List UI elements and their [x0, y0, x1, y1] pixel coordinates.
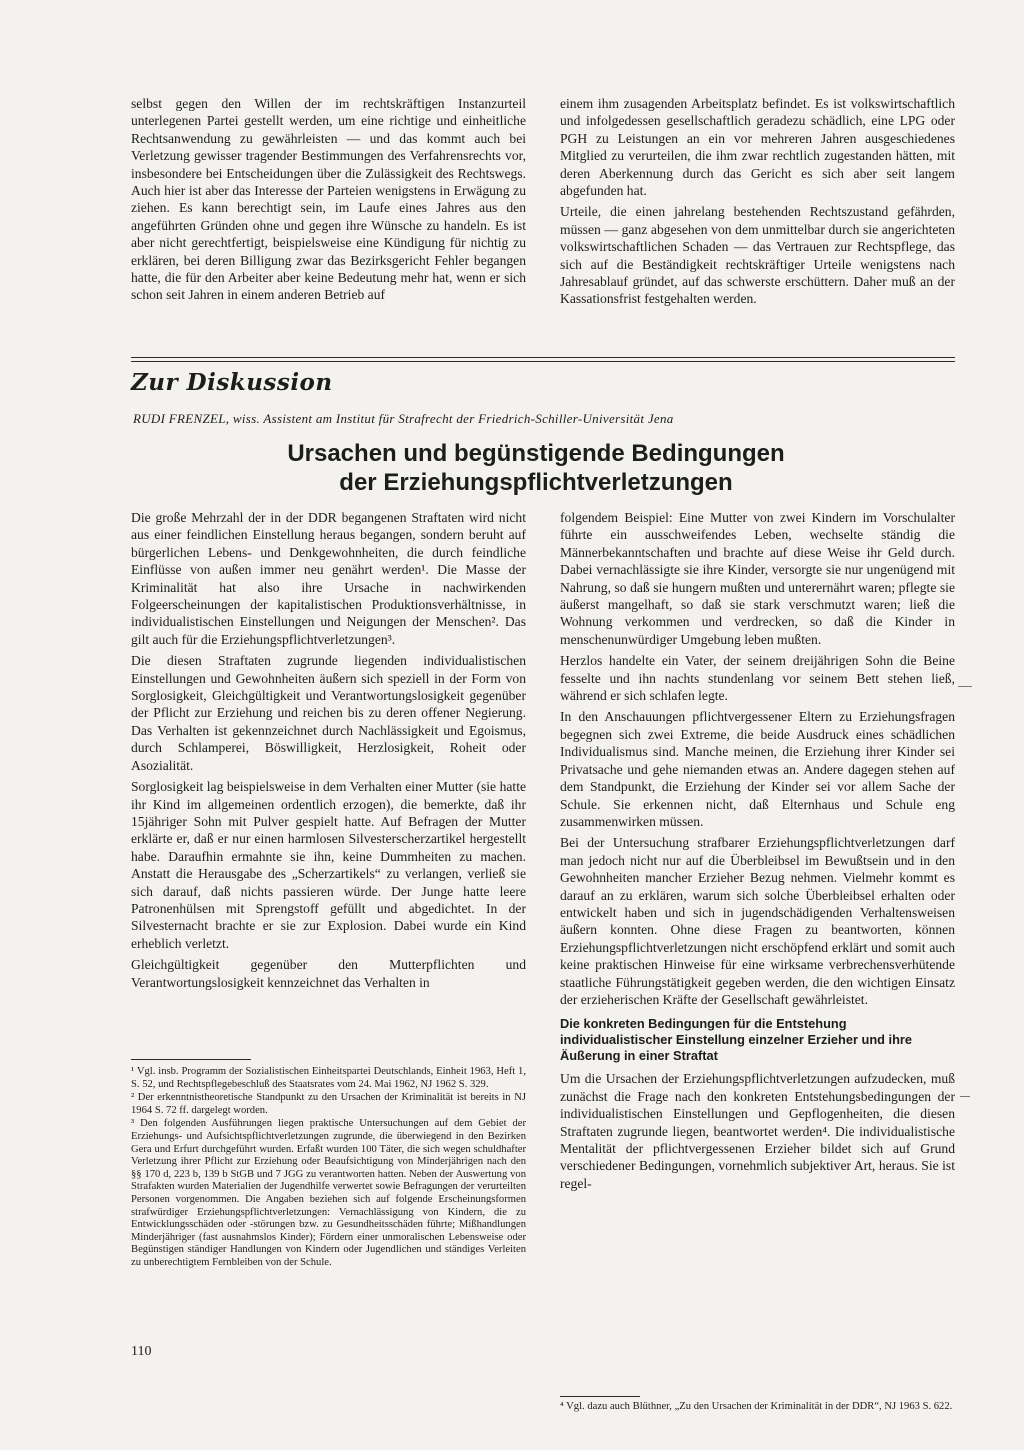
paragraph: Herzlos handelte ein Vater, der seinem dreijährigen Sohn die Beine fesselte und ihn nachts stundenlang vor seinem Bett stehen ließ, während er sich schlafen legte. — [560, 653, 955, 704]
title-line: Ursachen und begünstigende Bedingungen — [287, 440, 785, 467]
paragraph: In den Anschauungen pflichtvergessener Eltern zu Erziehungsfragen begegnen sich zwei Extreme, die beide Ausdruck eines schädlichen Individualismus sind. Manche meinen, die Erziehung ihrer Kinder sei Privatsache und gehe niemanden etwas an. Andere dagegen stehen auf dem Standpunkt, die Erziehung der Kinder sei vor allem Sache der Schule. Sie erkennen nicht, daß Elternhaus und Schule eng zusammenwirken müssen. — [560, 709, 955, 829]
footnote: ¹ Vgl. insb. Programm der Sozialistischen Einheitspartei Deutschlands, Einheit 1963, Heft 1, S. 52, und Rechtspflegebeschluß des Staatsrates vom 24. Mai 1962, NJ 1962 S. 329. — [131, 1066, 526, 1090]
article-left-column — [131, 509, 526, 995]
footnote: ² Der erkenntnistheoretische Standpunkt zu den Ursachen der Kriminalität ist bereits in NJ 1964 S. 72 ff. dargelegt worden. — [131, 1092, 526, 1116]
paragraph: Sorglosigkeit lag beispielsweise in dem Verhalten einer Mutter (sie hatte ihr Kind im allgemeinen ordentlich erzogen), die bemerkte, daß ihr 15jähriger Sohn mit Pulver gespielt hatte. Auf Befragen der Mutter erklärte er, daß er nur einen harmlosen Silvesterscherzartikel hergestellt habe. Daraufhin ermahnte sie ihn, keine Dummheiten zu machen. Anstatt die Herausgabe des „Scherzartikels“ zu verlangen, verließ sie sich darauf, daß nichts passieren würde. Der Junge hatte leere Patronenhülsen mit Sprengstoff gefüllt und abgedichtet. In der Silvesternacht brachte er sie zur Explosion. Dabei wurde ein Kind erheblich verletzt. — [131, 779, 526, 951]
top-right-column — [560, 95, 955, 312]
margin-mark — [960, 1096, 970, 1097]
section-divider — [131, 361, 955, 362]
footnote-divider — [560, 1396, 640, 1397]
title-line: der Erziehungspflichtverletzungen — [339, 469, 733, 496]
page-number: 110 — [131, 1344, 152, 1359]
paragraph: Gleichgültigkeit gegenüber den Mutterpflichten und Verantwortungslosigkeit kennzeichnet das Verhalten in — [131, 957, 526, 990]
margin-mark — [958, 686, 972, 687]
top-left-column — [131, 95, 526, 308]
author-byline: RUDI FRENZEL, wiss. Assistent am Institut für Strafrecht der Friedrich-Schiller-Universität Jena — [133, 411, 674, 426]
section-heading: Zur Diskussion — [131, 369, 333, 396]
section-divider — [131, 357, 955, 358]
subheading: Die konkreten Bedingungen für die Entstehung individualistischer Einstellung einzelner Erzieher und ihre Äußerung in einer Straftat — [560, 1016, 912, 1064]
paragraph: Urteile, die einen jahrelang bestehenden Rechtszustand gefährden, müssen — ganz abgesehen von dem unmittelbar durch sie angerichteten volkswirtschaftlichen Schaden — das Vertrauen zur Rechtspflege, das sich auf die Beständigkeit rechtskräftiger Urteile wenigstens nach Jahresablauf gründet, auf das schwerste erschüttern. Daher muß an der Kassationsfrist festgehalten werden. — [560, 204, 955, 307]
article-right-column — [560, 509, 955, 1196]
footnote: ³ Den folgenden Ausführungen liegen praktische Untersuchungen auf dem Gebiet der Erziehungs- und Aufsichtspflichtverletzungen zugrunde, die überwiegend in den Bezirken Gera und Erfurt durchgeführt wurden. Erfaßt wurden 100 Täter, die sich wegen schuldhafter Verletzung ihrer Pflicht zur Erziehung oder Beaufsichtigung von Minderjährigen nach den §§ 170 d, 223 b, 139 b StGB und 7 JGG zu verantworten hatten. Neben der Auswertung von Strafakten wurden Materialien der Jugendhilfe verwertet sowie Befragungen der verurteilten Personen vorgenommen. Die Angaben beziehen sich auf folgende Erscheinungsformen strafwürdiger Erziehungspflichtverletzungen: Vernachlässigung von Kindern, die zu Entwicklungsschäden oder -störungen bzw. zu Gesundheitsschäden führte; Mißhandlungen Minderjähriger (fast ausnahmslos Kinder); Fördern einer unmoralischen Lebensweise oder Begünstigen ständiger Handlungen von Kindern oder Jugendlichen und ständiges Verleiten zu unberechtigtem Fernbleiben von der Schule. — [131, 1118, 526, 1268]
paragraph: Bei der Untersuchung strafbarer Erziehungspflichtverletzungen darf man jedoch nicht nur auf die Überbleibsel im Bewußtsein und in den Gewohnheiten mancher Erzieher Bezug nehmen. Vielmehr kommt es darauf an zu erklären, warum sich solche Überbleibsel erhalten oder entwickelt haben und sich in jugendschädigenden Verhaltensweisen äußern konnten. Ohne diese Fragen zu beantworten, können Erziehungspflichtverletzungen nicht erschöpfend erklärt und somit auch keine praktischen Hinweise für eine wirksame verbrechensverhütende staatliche Führungstätigkeit gegeben werden, die den wichtigen Einsatz der erzieherischen Kräfte der Gesellschaft gewährleistet. — [560, 835, 955, 1007]
footnote-divider — [131, 1059, 251, 1060]
paragraph: folgendem Beispiel: Eine Mutter von zwei Kindern im Vorschulalter führte ein ausschweifendes Leben, wechselte ständig die Männerbekanntschaften und brachte auf diese Weise ihr Geld durch. Dabei vernachlässigte sie ihre Kinder, versorgte sie nur ungenügend mit Nahrung, so daß sie hungern mußten und unterernährt waren; pflegte sie äußerst mangelhaft, so daß sie stark verschmutzt waren; ließ die Wohnung verkommen und verdrecken, so daß die Kinder in menschenunwürdiger Umgebung leben mußten. — [560, 510, 955, 647]
article-title — [131, 439, 941, 497]
paragraph: Die große Mehrzahl der in der DDR begangenen Straftaten wird nicht aus einer feindlichen Einstellung heraus begangen, sondern beruht auf bürgerlichen Lebens- und Denkgewohnheiten, die durch feindliche Einflüsse von außen immer neu genährt werden¹. Die Masse der Kriminalität hat also ihre Ursache in nachwirkenden Folgeerscheinungen der kapitalistischen Produktionsverhältnisse, in individualistischen Einstellungen und Neigungen der Menschen². Das gilt auch für die Erziehungspflichtverletzungen³. — [131, 510, 526, 647]
paragraph: selbst gegen den Willen der im rechtskräftigen Instanzurteil unterlegenen Partei gestellt werden, um eine richtige und einheitliche Rechtsanwendung zu gewährleisten — und das kommt auch bei Verletzung gewisser tragender Bestimmungen des Verfahrensrechts vor, insbesondere bei Entscheidungen über die Zulässigkeit des Rechtswegs. Auch hier ist aber das Interesse der Parteien wenigstens in Erwägung zu ziehen. Es kann berechtigt sein, im Laufe eines Jahres aus den angeführten Gründen ohne und gegen ihre Wünsche zu handeln. Es ist aber nicht gerechtfertigt, beispielsweise eine Kündigung für nichtig zu erklären, bei deren Billigung zwar das Bezirksgericht Fehler begangen hatte, die für den Arbeiter aber keine Bedeutung mehr hat, wenn er sich schon seit Jahren in einem anderen Betrieb auf — [131, 96, 526, 303]
paragraph: Die diesen Straftaten zugrunde liegenden individualistischen Einstellungen und Gewohnheiten äußern sich speziell in der Form von Sorglosigkeit, Gleichgültigkeit und Verantwortungslosigkeit gegenüber der Pflicht zur Erziehung und reichen bis zu deren offener Negierung. Das Verhalten ist gekennzeichnet durch Nachlässigkeit und Egoismus, durch Schlamperei, Böswilligkeit, Herzlosigkeit, Roheit oder Asozialität. — [131, 653, 526, 773]
footnotes — [131, 1066, 526, 1271]
paragraph: Um die Ursachen der Erziehungspflichtverletzungen aufzudecken, muß zunächst die Frage nach den konkreten Entstehungsbedingungen der individualistischen Einstellungen und Gepflogenheiten, die diesen Straftaten zugrunde liegen, beantwortet werden⁴. Die individualistische Mentalität der pflichtvergessenen Erzieher bildet sich auf Grund verschiedener Bedingungen, vornehmlich subjektiver Art, heraus. Sie ist regel- — [560, 1071, 955, 1191]
paragraph: einem ihm zusagenden Arbeitsplatz befindet. Es ist volkswirtschaftlich und infolgedessen gesellschaftlich geradezu schädlich, eine LPG oder PGH zu Leistungen an ein vor mehreren Jahren ausgeschiedenes Mitglied zu verurteilen, die ihm zwar rechtlich zugestanden hätten, mit deren Aberkennung durch das Gericht es sich aber seit langem abgefunden hat. — [560, 96, 955, 199]
footnote: ⁴ Vgl. dazu auch Blüthner, „Zu den Ursachen der Kriminalität in der DDR“, NJ 1963 S. 622. — [560, 1401, 953, 1412]
